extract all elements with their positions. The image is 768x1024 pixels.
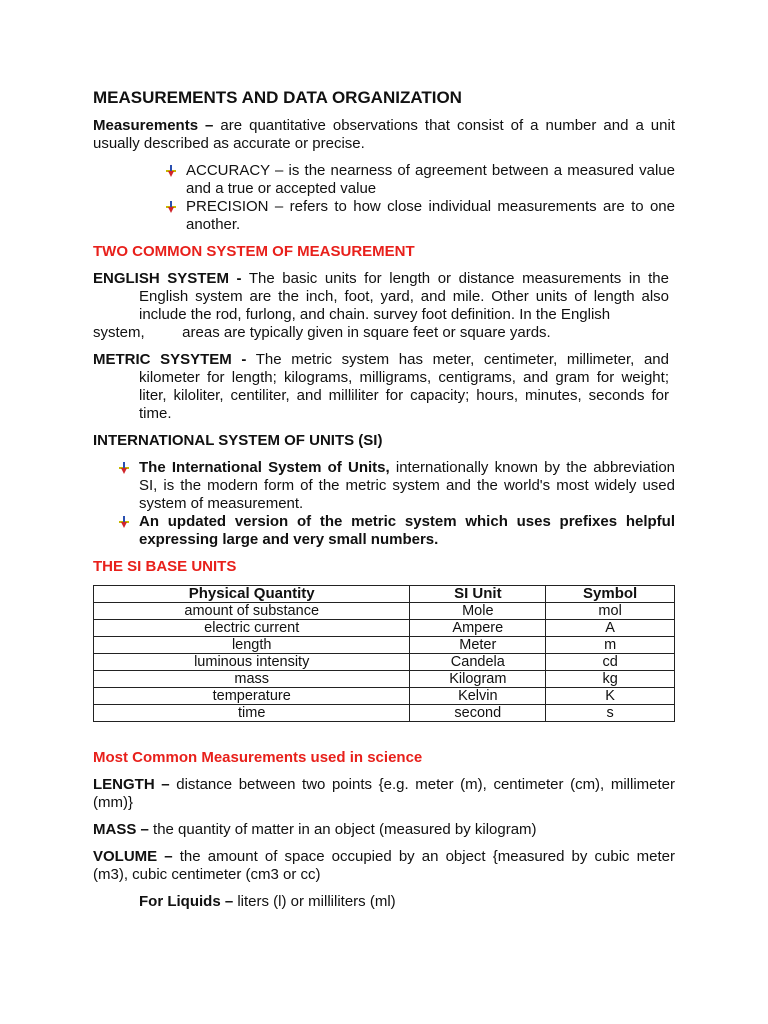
table-row (94, 603, 675, 620)
length-paragraph (93, 776, 675, 812)
metric-system-term: METRIC SYSYTEM - (93, 351, 247, 368)
volume-text: the amount of space occupied by an object {measured by cubic meter (m3), cubic centimeter (cm3 or cc) (93, 848, 675, 883)
arrow-bullet-icon (118, 516, 130, 528)
table-row (94, 637, 675, 654)
table-cell: kg (546, 671, 675, 688)
si-base-units-heading: THE SI BASE UNITS (93, 558, 237, 575)
volume-paragraph (93, 848, 675, 884)
liquids-term: For Liquids – (139, 893, 234, 910)
english-system-text: The basic units for length or distance measurements in the English system are the inch, foot, yard, and mile. Other units of length also include the rod, furlong, and chain. survey foot definition. In the English (139, 270, 669, 323)
table-row (94, 654, 675, 671)
list-item (186, 198, 675, 234)
document-content (93, 88, 675, 911)
table-cell: electric current (94, 620, 410, 637)
table-cell: temperature (94, 688, 410, 705)
list-item (186, 162, 675, 198)
column-header: Physical Quantity (94, 586, 410, 603)
table-cell: mol (546, 603, 675, 620)
table-cell: m (546, 637, 675, 654)
precision-text: PRECISION – refers to how close individual measurements are to one another. (186, 198, 675, 233)
table-cell: s (546, 705, 675, 722)
measurements-bullet-list (186, 162, 675, 234)
list-item (139, 513, 675, 549)
table-cell: mass (94, 671, 410, 688)
measurements-term: Measurements – (93, 117, 214, 134)
list-item (139, 459, 675, 513)
table-cell: second (410, 705, 546, 722)
liquids-text: liters (l) or milliliters (ml) (233, 893, 396, 910)
column-header: SI Unit (410, 586, 546, 603)
english-system-text-2: system, areas are typically given in square feet or square yards. (93, 324, 551, 341)
table-cell: Candela (410, 654, 546, 671)
mass-paragraph (93, 821, 675, 839)
si-bullet1-text: internationally known by the abbreviation SI, is the modern form of the metric system and the world's most widely used system of measurement. (139, 459, 675, 512)
two-systems-heading: TWO COMMON SYSTEM OF MEASUREMENT (93, 243, 415, 260)
english-system-block (93, 270, 675, 342)
length-text: distance between two points {e.g. meter (m), centimeter (cm), millimeter (mm)} (93, 776, 675, 811)
liquids-paragraph (139, 893, 675, 911)
si-bullet1-bold: The International System of Units, (139, 459, 390, 476)
table-cell: A (546, 620, 675, 637)
si-bullet-list (139, 459, 675, 549)
arrow-bullet-icon (118, 462, 130, 474)
table-row (94, 620, 675, 637)
table-cell: Meter (410, 637, 546, 654)
volume-term: VOLUME – (93, 848, 173, 865)
table-header-row (94, 586, 675, 603)
table-cell: Mole (410, 603, 546, 620)
table-cell: luminous intensity (94, 654, 410, 671)
common-measurements-heading: Most Common Measurements used in science (93, 749, 423, 766)
accuracy-text: ACCURACY – is the nearness of agreement between a measured value and a true or accepted value (186, 162, 675, 197)
table-cell: Ampere (410, 620, 546, 637)
si-base-units-table (93, 585, 675, 722)
mass-text: the quantity of matter in an object (measured by kilogram) (148, 821, 537, 838)
metric-system-text: The metric system has meter, centimeter, millimeter, and kilometer for length; kilograms, milligrams, centigrams, and gram for weight; liter, kiloliter, centiliter, and milliliter for capacity; hours, minutes, seconds for time. (139, 351, 669, 422)
page-title: MEASUREMENTS AND DATA ORGANIZATION (93, 88, 462, 107)
column-header: Symbol (546, 586, 675, 603)
english-system-paragraph (93, 270, 669, 324)
table-cell: length (94, 637, 410, 654)
table-cell: time (94, 705, 410, 722)
measurements-text: are quantitative observations that consist of a number and a unit usually described as accurate or precise. (93, 117, 675, 152)
length-term: LENGTH – (93, 776, 170, 793)
mass-term: MASS – (93, 821, 149, 838)
arrow-bullet-icon (165, 165, 177, 177)
table-cell: Kilogram (410, 671, 546, 688)
table-row (94, 705, 675, 722)
table-cell: Kelvin (410, 688, 546, 705)
table-cell: K (546, 688, 675, 705)
table-row (94, 688, 675, 705)
si-bullet2-bold: An updated version of the metric system which uses prefixes helpful expressing large and very small numbers. (139, 513, 675, 548)
table-row (94, 671, 675, 688)
arrow-bullet-icon (165, 201, 177, 213)
table-cell: amount of substance (94, 603, 410, 620)
measurements-paragraph (93, 117, 675, 153)
english-system-term: ENGLISH SYSTEM - (93, 270, 242, 287)
si-heading: INTERNATIONAL SYSTEM OF UNITS (SI) (93, 432, 383, 449)
table-cell: cd (546, 654, 675, 671)
metric-system-paragraph (93, 351, 675, 423)
